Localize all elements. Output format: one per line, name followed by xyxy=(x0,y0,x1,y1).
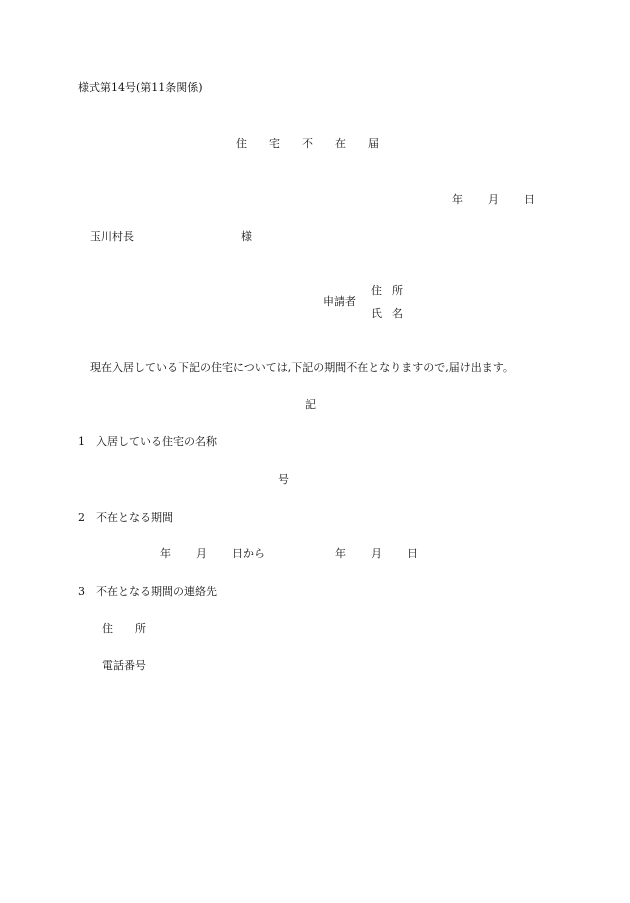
applicant-label: 申請者 xyxy=(323,295,356,308)
to-month: 月 xyxy=(371,547,382,560)
from-year: 年 xyxy=(160,547,171,560)
item1-unit: 号 xyxy=(278,473,289,486)
date-year: 年 xyxy=(452,193,463,206)
page-title: 住宅不在届 xyxy=(236,137,401,150)
contact-address-label: 住所 xyxy=(102,622,168,635)
date-day: 日 xyxy=(524,193,535,206)
addressee-honorific: 様 xyxy=(241,230,252,243)
item1-label: 1 入居している住宅の名称 xyxy=(78,435,217,448)
to-day: 日 xyxy=(407,547,418,560)
body-text: 現在入居している下記の住宅については,下記の期間不在となりますので,届け出ます。 xyxy=(90,361,514,374)
addressee-name: 玉川村長 xyxy=(90,230,134,243)
contact-phone-label: 電話番号 xyxy=(102,659,146,672)
date-month: 月 xyxy=(488,193,499,206)
from-month: 月 xyxy=(196,547,207,560)
from-day: 日から xyxy=(232,547,265,560)
form-number: 様式第14号(第11条関係) xyxy=(78,81,203,94)
ki-heading: 記 xyxy=(305,398,316,411)
to-year: 年 xyxy=(335,547,346,560)
applicant-name-label: 氏名 xyxy=(371,307,413,320)
item2-label: 2 不在となる期間 xyxy=(78,511,173,524)
item3-label: 3 不在となる期間の連絡先 xyxy=(78,585,217,598)
applicant-address-label: 住所 xyxy=(371,284,413,297)
